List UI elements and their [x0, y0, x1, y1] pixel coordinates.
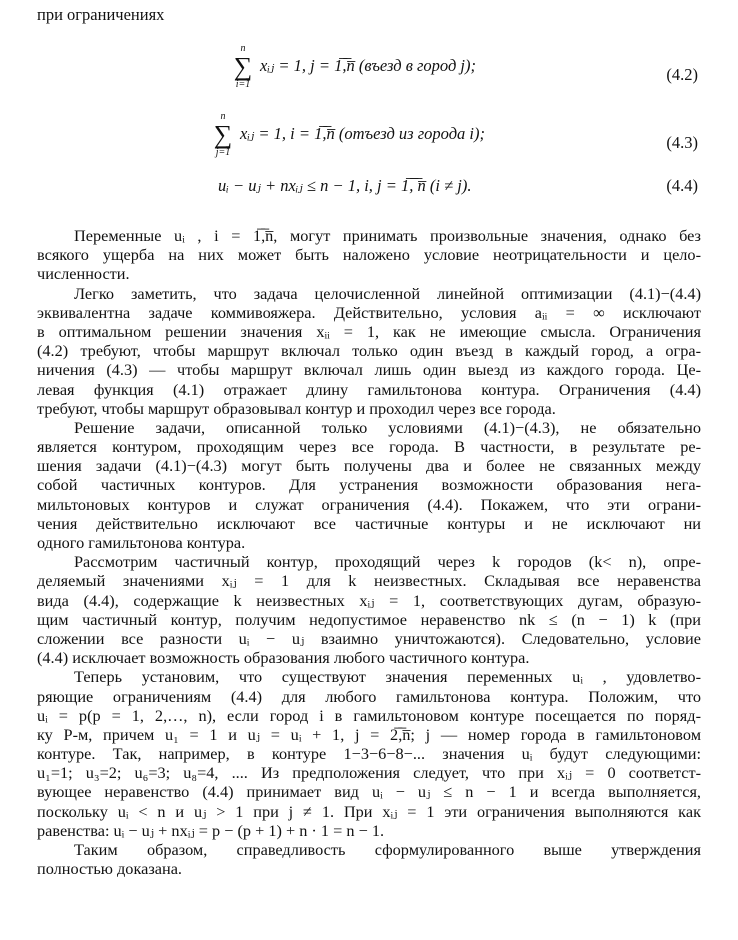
text-line: Легко заметить, что задача целочисленной линейной оптимизации (4.1)−(4.4) — [74, 283, 701, 303]
text-line: шения задачи (4.1)−(4.3) могут быть получены два и более не связанных между — [37, 456, 701, 476]
paragraph — [37, 552, 701, 667]
text-line: (4.4) исключает возможность образования любого частичного контура. — [37, 648, 530, 668]
text-line: Таким образом, справедливость сформулированного выше утверждения — [74, 840, 701, 859]
equation-number: (4.3) — [666, 133, 698, 152]
text-line: uᵢ = p(p = 1, 2,…, n), если город i в гамильтоновом контуре посещается по поряд- — [37, 705, 701, 725]
equation-number: (4.2) — [666, 65, 698, 84]
text-line: (4.2) требуют, чтобы маршрут включал только один въезд в каждый город, а огра- — [37, 341, 701, 361]
text-line: чения действительно исключают все частичные контуры и не исключают ни — [37, 513, 701, 533]
text-line: является контуром, проходящим через все города. В частности, в результате ре- — [37, 437, 701, 457]
sum-symbol: n ∑ i=1 — [233, 43, 253, 90]
text-line: равенства: uᵢ − uⱼ + nxᵢⱼ = p − (p + 1) + n · 1 = n − 1. — [37, 820, 385, 840]
text-line: Переменные uᵢ , i = 1̅,̅n̅, могут принимать произвольные значения, однако без — [74, 226, 701, 245]
text-line: щим частичный контур, получим недопустимое неравенство nk ≤ (n − 1) k (при — [37, 609, 701, 629]
document-body — [37, 226, 701, 878]
text-line: левая функция (4.1) отражает длину гамильтонова контура. Ограничения (4.4) — [37, 379, 701, 399]
equation-body: xᵢⱼ = 1, i = 1̅,̅n̅ (отъезд из города i); — [240, 123, 485, 143]
text-line: Теперь установим, что существуют значения переменных uᵢ , удовлетво- — [74, 667, 701, 687]
text-line: контуре. Так, например, в контуре 1−3−6−8−... значения uᵢ будут следующими: — [37, 744, 701, 764]
text-line: ничения (4.3) — чтобы маршрут включал лишь один выезд из каждого города. Це- — [37, 360, 701, 380]
text-line: полностью доказана. — [37, 859, 183, 879]
text-line: ку P-м, причем u₁ = 1 и uⱼ = uᵢ + 1, j = 2̅,̅n̅; j — номер города в гамильтоновом — [37, 724, 701, 744]
paragraph — [37, 840, 701, 878]
text-line: вида (4.4), содержащие k неизвестных xᵢⱼ = 1, соответствующих дугам, образую- — [37, 590, 701, 610]
text-line: u₁=1; u₃=2; u₆=3; u₈=4, .... Из предположения следует, что при xᵢⱼ = 0 соответст- — [37, 763, 701, 783]
text-line: эквивалентна задаче коммивояжера. Действительно, условия aᵢᵢ = ∞ исключают — [37, 302, 701, 322]
paragraph — [37, 418, 701, 552]
text-line: ряющие ограничениям (4.4) для любого гамильтонова контура. Положим, что — [37, 686, 701, 706]
equation-number: (4.4) — [666, 176, 698, 195]
intro-heading: при ограничениях — [37, 5, 165, 24]
text-line: требуют, чтобы маршрут образовывал контур и проходил через все города. — [37, 398, 556, 418]
text-line: деляемый значениями xᵢⱼ = 1 для k неизвестных. Складывая все неравенства — [37, 571, 701, 591]
text-line: сложении все разности uᵢ − uⱼ взаимно уничтожаются). Следовательно, условие — [37, 628, 701, 648]
text-line: в оптимальном решении значения xᵢᵢ = 1, как не имеющие смысла. Ограничения — [37, 321, 701, 341]
text-line: Рассмотрим частичный контур, проходящий через k городов (k< n), опре- — [74, 552, 701, 572]
equation-body: uᵢ − uⱼ + nxᵢⱼ ≤ n − 1, i, j = 1̅,̅ ̅n̅ (i ≠ j). — [218, 176, 472, 195]
text-line: вующее неравенство (4.4) принимает вид uᵢ − uⱼ ≤ n − 1 и всегда выполняется, — [37, 782, 701, 802]
text-line: Решение задачи, описанной только условиями (4.1)−(4.3), не обязательно — [74, 417, 701, 437]
equation-body: xᵢⱼ = 1, j = 1̅,̅n̅ (въезд в город j); — [260, 55, 476, 75]
text-line: мильтоновых контуров и служат ограничения (4.4). Покажем, что эти ограни- — [37, 494, 701, 514]
paragraph — [37, 284, 701, 418]
text-line: поскольку uᵢ < n и uⱼ > 1 при j ≠ 1. При xᵢⱼ = 1 эти ограничения выполняются как — [37, 801, 701, 821]
text-line: собой частичных контуров. Для устранения возможности образования нега- — [37, 475, 701, 495]
paragraph — [37, 667, 701, 840]
paragraph — [37, 226, 701, 284]
text-line: одного гамильтонова контура. — [37, 533, 246, 552]
text-line: численности. — [37, 264, 130, 284]
sum-symbol: n ∑ j=1 — [213, 111, 233, 158]
text-line: всякого ущерба на них может быть наложено условие неотрицательности и цело- — [37, 245, 701, 265]
